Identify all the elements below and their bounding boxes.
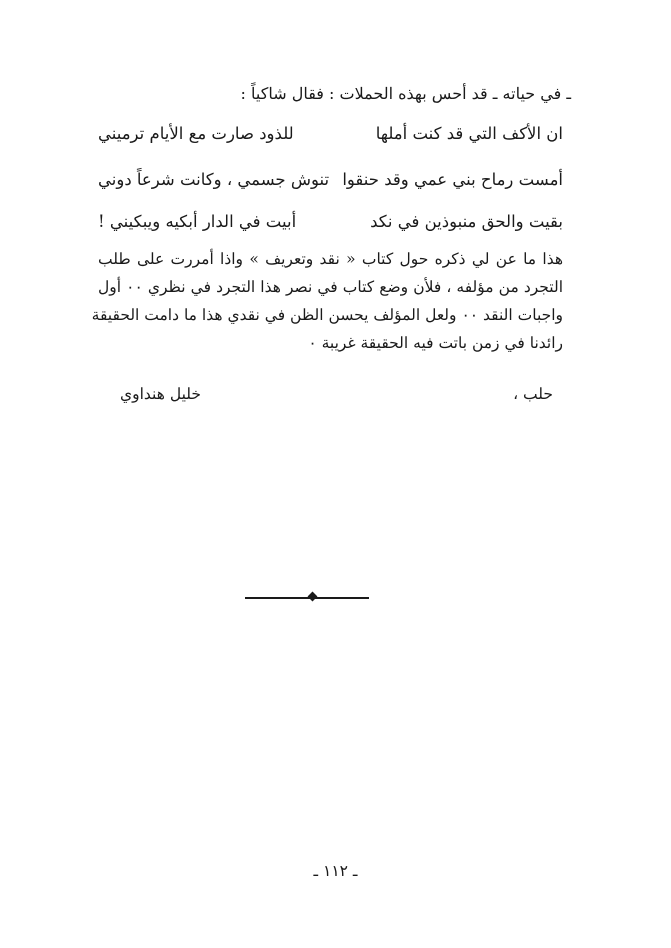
prose-line: رائدنا في زمن باتت فيه الحقيقة غريبة ٠ (308, 334, 563, 352)
prose-line: هذا ما عن لي ذكره حول كتاب « نقد وتعريف » واذا أمررت على طلب (98, 250, 563, 268)
verse-first-hemistich: ان الأكف التي قد كنت أملها (375, 124, 563, 143)
signature-city: حلب ، (513, 385, 553, 403)
prose-line: واجبات النقد ٠٠ ولعل المؤلف يحسن الظن في نقدي هذا ما دامت الحقيقة (91, 306, 563, 324)
verse-first-hemistich: أمست رماح بني عمي وقد حنقوا (342, 170, 563, 189)
page-number: ـ ١١٢ ـ (313, 862, 358, 880)
poem-verse (98, 212, 563, 246)
section-divider (245, 597, 369, 599)
verse-first-hemistich: بقيت والحق منبوذين في نكد (370, 212, 563, 231)
intro-line: ـ في حياته ـ قد أحس بهذه الحملات : فقال شاكياً : (240, 84, 571, 103)
verse-second-hemistich: تنوش جسمي ، وكانت شرعاً دوني (98, 170, 330, 189)
poem-verse (98, 124, 563, 158)
verse-second-hemistich: للذود صارت مع الأيام ترميني (98, 124, 294, 143)
divider-diamond-icon (308, 592, 318, 602)
verse-second-hemistich: أبيت في الدار أبكيه ويبكيني ! (98, 212, 297, 231)
poem-verse (98, 170, 563, 204)
prose-line: التجرد من مؤلفه ، فلأن وضع كتاب في نصر هذا التجرد في نظري ٠٠ أول (98, 278, 563, 296)
signature-author: خليل هنداوي (120, 385, 201, 403)
